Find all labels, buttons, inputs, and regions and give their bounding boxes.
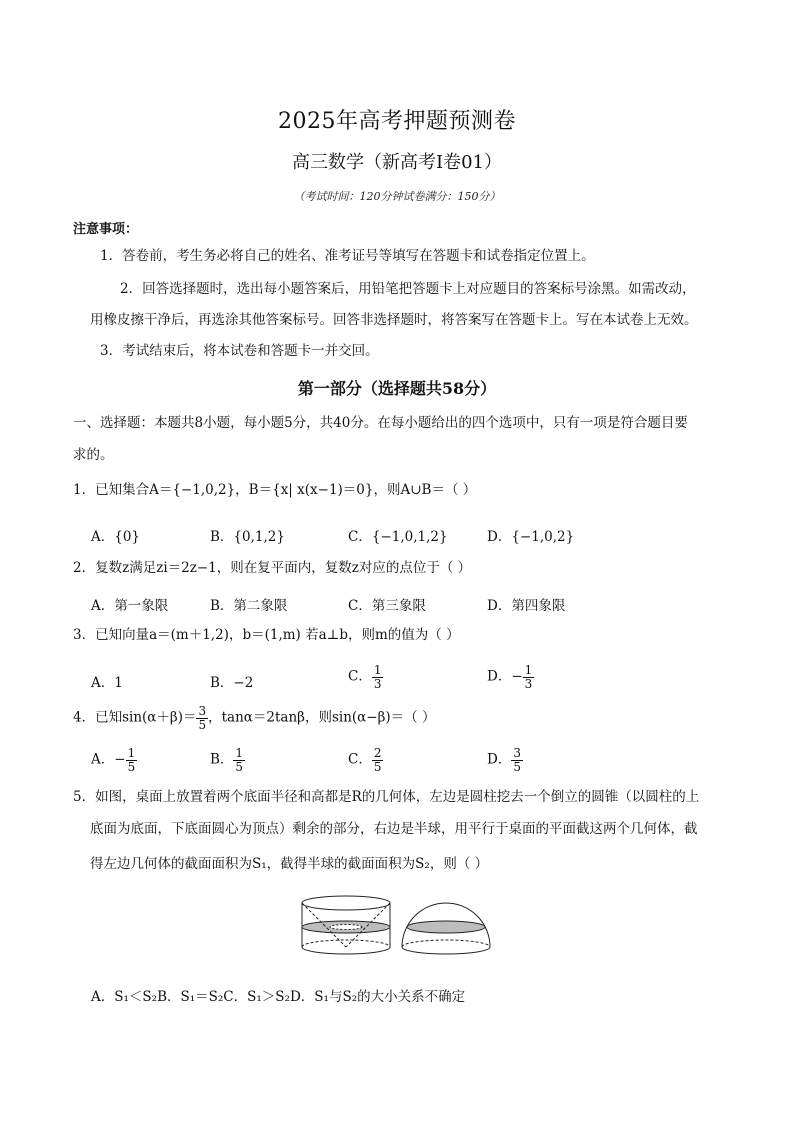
q4-stem bbox=[73, 705, 435, 731]
q2-option-c[interactable]: C．第三象限 bbox=[348, 598, 426, 614]
q4-a-num: 1 bbox=[127, 746, 136, 760]
q2-option-d[interactable]: D．第四象限 bbox=[487, 598, 566, 614]
q1-option-c[interactable]: C．{−1,0,1,2} bbox=[348, 529, 448, 545]
q4-option-a-label: A．− bbox=[91, 751, 126, 768]
q3-d-den: 3 bbox=[524, 676, 533, 691]
exam-info: （考试时间：120分钟试卷满分：150分） bbox=[293, 190, 501, 203]
q3-option-c[interactable] bbox=[348, 664, 383, 690]
q3-stem: 3．已知向量a＝(m＋1,2)，b＝(1,m) 若a⊥b，则m的值为（ ） bbox=[73, 627, 460, 643]
q3-option-d[interactable] bbox=[487, 664, 534, 690]
notice-item-2: 2．回答选择题时，选出每小题答案后，用铅笔把答题卡上对应题目的答案标号涂黑。如需改动， bbox=[120, 281, 696, 297]
q1-option-a[interactable]: A．{0} bbox=[91, 529, 141, 545]
q4-d-num: 3 bbox=[513, 746, 521, 760]
q3-option-b[interactable]: B．−2 bbox=[210, 675, 254, 691]
q4-option-d-label: D． bbox=[487, 751, 512, 768]
q4-option-c[interactable] bbox=[348, 747, 383, 773]
q4-stem-fraction bbox=[196, 705, 208, 731]
q5-options[interactable]: A．S₁＜S₂B．S₁＝S₂C．S₁＞S₂D．S₁与S₂的大小关系不确定 bbox=[91, 989, 466, 1005]
q3-option-d-label: D．− bbox=[487, 668, 523, 685]
q5-stem-line3: 得左边几何体的截面面积为S₁，截得半球的截面面积为S₂，则（ ） bbox=[90, 856, 489, 872]
notice-item-1: 1．答卷前，考生务必将自己的姓名、准考证号等填写在答题卡和试卷指定位置上。 bbox=[100, 248, 595, 264]
q5-stem-line2: 底面为底面，下底面圆心为顶点）剩余的部分，右边是半球，用平行于桌面的平面截这两个几何体，截 bbox=[90, 821, 698, 837]
q2-stem: 2．复数z满足zi＝2z−1，则在复平面内，复数z对应的点位于（ ） bbox=[73, 560, 472, 576]
exam-title: 2025年高考押题预测卷 bbox=[278, 109, 516, 134]
q3-option-a[interactable]: A．1 bbox=[91, 675, 123, 691]
notice-heading: 注意事项： bbox=[73, 222, 139, 237]
q4-a-den: 5 bbox=[127, 759, 136, 774]
cylinder-with-cone-figure bbox=[302, 896, 390, 954]
notice-item-2-continued: 用橡皮擦干净后，再选涂其他答案标号。回答非选择题时，将答案写在答题卡上。写在本试卷上无效。 bbox=[90, 312, 698, 328]
q4-c-den: 5 bbox=[373, 759, 382, 774]
q4-option-d[interactable] bbox=[487, 747, 523, 773]
q4-option-c-fraction bbox=[372, 747, 384, 773]
q3-d-num: 1 bbox=[524, 663, 533, 677]
q4-option-a-fraction bbox=[126, 747, 138, 773]
q3-option-d-fraction bbox=[523, 664, 535, 690]
q4-option-a[interactable] bbox=[91, 747, 137, 773]
part1-heading: 第一部分（选择题共58分） bbox=[297, 379, 497, 398]
q4-stem-num: 3 bbox=[198, 704, 207, 718]
q4-d-den: 5 bbox=[513, 759, 521, 774]
section-intro-line2: 求的。 bbox=[73, 447, 114, 463]
q4-b-num: 1 bbox=[235, 746, 244, 760]
q5-stem-line1: 5．如图，桌面上放置着两个底面半径和高都是R的几何体，左边是圆柱挖去一个倒立的圆锥（以圆柱的上 bbox=[73, 789, 700, 805]
q1-option-b[interactable]: B．{0,1,2} bbox=[210, 529, 285, 545]
hemisphere-figure bbox=[402, 903, 490, 954]
q4-option-b-label: B． bbox=[210, 751, 234, 768]
exam-subtitle: 高三数学（新高考Ⅰ卷01） bbox=[291, 152, 502, 173]
q3-c-den: 3 bbox=[373, 676, 382, 691]
notice-item-3: 3．考试结束后，将本试卷和答题卡一并交回。 bbox=[100, 343, 379, 359]
q4-stem-mid: ，tanα＝2tanβ，则sin(α−β)＝（ ） bbox=[208, 709, 436, 726]
q4-option-b-fraction bbox=[233, 747, 245, 773]
q4-option-d-fraction bbox=[511, 747, 523, 773]
q3-option-c-fraction bbox=[372, 664, 384, 690]
q5-geometry-figure bbox=[298, 893, 498, 959]
q4-stem-pre: 4．已知sin(α＋β)＝ bbox=[73, 709, 197, 726]
q1-option-d[interactable]: D．{−1,0,2} bbox=[487, 529, 575, 545]
q3-c-num: 1 bbox=[373, 663, 382, 677]
q4-stem-den: 5 bbox=[198, 717, 207, 732]
q2-option-a[interactable]: A．第一象限 bbox=[91, 598, 169, 614]
q3-option-c-label: C． bbox=[348, 668, 372, 685]
q4-option-c-label: C． bbox=[348, 751, 372, 768]
q4-b-den: 5 bbox=[235, 759, 244, 774]
q2-option-b[interactable]: B．第二象限 bbox=[210, 598, 288, 614]
q1-stem: 1．已知集合A＝{−1,0,2}，B＝{x| x(x−1)＝0}，则A∪B＝（ ） bbox=[73, 482, 477, 498]
section-intro-line1: 一、选择题：本题共8小题，每小题5分，共40分。在每小题给出的四个选项中，只有一项是符合题目要 bbox=[73, 415, 688, 431]
q4-option-b[interactable] bbox=[210, 747, 245, 773]
q4-c-num: 2 bbox=[373, 746, 382, 760]
